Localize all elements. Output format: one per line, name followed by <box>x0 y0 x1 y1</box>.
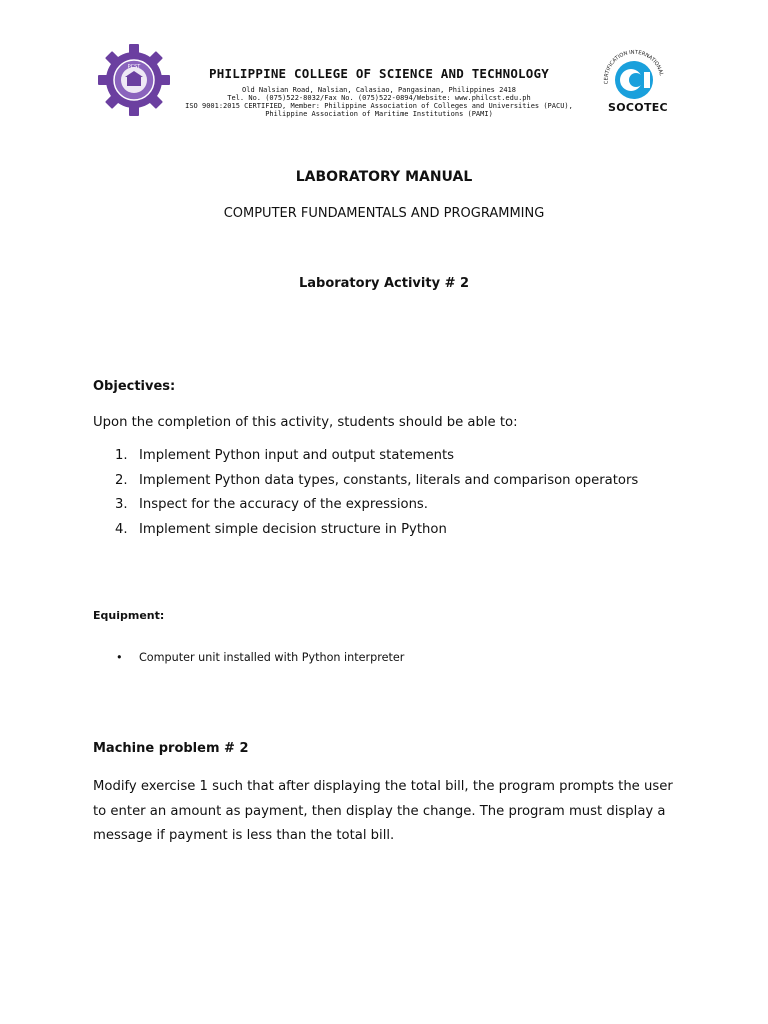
equipment-item-text: Computer unit installed with Python interpreter <box>139 651 405 664</box>
course-title: COMPUTER FUNDAMENTALS AND PROGRAMMING <box>223 206 545 221</box>
list-item-number: 3. <box>115 497 128 512</box>
list-item-number: 1. <box>115 448 128 463</box>
college-info <box>168 66 590 118</box>
college-accreditation-line-2: Philippine Association of Maritime Institutions (PAMI) <box>265 110 493 118</box>
college-seal-logo <box>98 44 170 116</box>
list-item-number: 2. <box>115 472 128 488</box>
list-item-text: Implement Python data types, constants, literals and comparison operators <box>139 472 639 488</box>
paragraph-line: message if payment is less than the total bill. <box>93 828 395 843</box>
paragraph-line: Modify exercise 1 such that after displaying the total bill, the program prompts the user <box>93 779 673 794</box>
objectives-heading: Objectives: <box>93 379 176 394</box>
seal-text: PCST <box>127 64 141 70</box>
objectives-intro: Upon the completion of this activity, students should be able to: <box>93 415 518 430</box>
certification-arc-text: CERTIFICATION INTERNATIONAL <box>603 49 664 85</box>
activity-title: Laboratory Activity # 2 <box>298 276 470 291</box>
list-item-text: Implement simple decision structure in Python <box>139 521 447 537</box>
machine-problem-description <box>93 775 693 849</box>
letterhead <box>0 0 768 130</box>
list-item-text: Inspect for the accuracy of the expressions. <box>139 497 428 512</box>
bullet-icon: • <box>116 651 123 664</box>
machine-problem-heading: Machine problem # 2 <box>93 741 249 756</box>
list-item-text: Implement Python input and output statements <box>139 448 455 463</box>
socotec-label: SOCOTEC <box>608 101 668 114</box>
college-address: Old Nalsian Road, Nalsian, Calasiao, Pangasinan, Philippines 2418 <box>242 86 516 94</box>
college-name: PHILIPPINE COLLEGE OF SCIENCE AND TECHNOLOGY <box>209 66 549 81</box>
college-accreditation-line-1: ISO 9001:2015 CERTIFIED, Member: Philippine Association of Colleges and Universities (PACU), <box>185 102 573 110</box>
manual-title: LABORATORY MANUAL <box>295 169 473 185</box>
paragraph-line: to enter an amount as payment, then display the change. The program must display a <box>93 803 666 819</box>
list-item-number: 4. <box>115 521 128 537</box>
college-contact: Tel. No. (075)522-8032/Fax No. (075)522-0894/Website: www.philcst.edu.ph <box>227 94 531 102</box>
equipment-heading: Equipment: <box>93 609 165 622</box>
